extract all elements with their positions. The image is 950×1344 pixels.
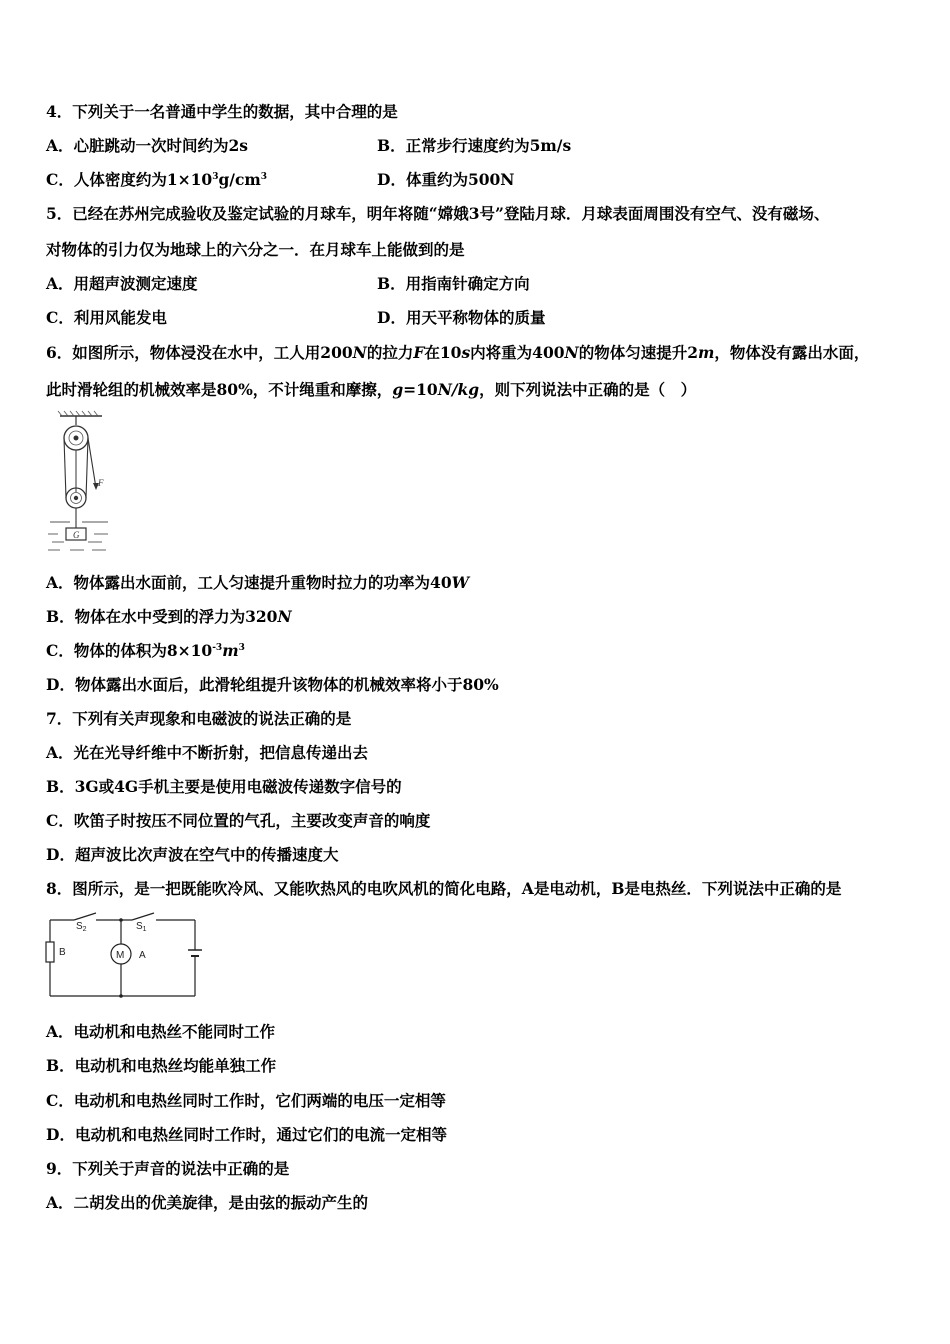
q4-option-d: D．体重约为500N	[377, 170, 515, 189]
q8-option-a: A．电动机和电热丝不能同时工作	[46, 1022, 276, 1041]
q7-option-a: A．光在光导纤维中不断折射，把信息传递出去	[46, 743, 369, 762]
q6-stem-line1: 6．如图所示，物体浸没在水中，工人用200N的拉力F在10s内将重为400N的物体匀速提升2m，物体没有露出水面，	[46, 343, 870, 362]
q6-option-a: A．物体露出水面前，工人匀速提升重物时拉力的功率为40W	[46, 573, 470, 592]
s1-label: $S_1$	[136, 921, 147, 933]
switch-s2	[74, 913, 96, 920]
q8-option-d: D．电动机和电热丝同时工作时，通过它们的电流一定相等	[46, 1125, 447, 1144]
q8-option-c: C．电动机和电热丝同时工作时，它们两端的电压一定相等	[46, 1091, 446, 1110]
s2-label: $S_2$	[76, 921, 87, 933]
a-label: A	[139, 950, 146, 961]
motor-label: M	[116, 950, 125, 961]
q4-option-b: B．正常步行速度约为5m/s	[377, 136, 572, 155]
circuit-figure	[40, 912, 205, 1002]
switch-s1	[132, 913, 154, 920]
q7-option-b: B．3G或4G手机主要是使用电磁波传递数字信号的	[46, 777, 402, 796]
q6-option-c: C．物体的体积为$8\times 10^{-3}m^3$	[46, 641, 245, 660]
q9-option-a: A．二胡发出的优美旋律，是由弦的振动产生的	[46, 1193, 369, 1212]
q7-stem: 7．下列有关声现象和电磁波的说法正确的是	[46, 709, 352, 728]
q5-option-a: A．用超声波测定速度	[46, 274, 198, 293]
force-label: F	[98, 478, 104, 488]
q6-option-b: B．物体在水中受到的浮力为320N	[46, 607, 292, 626]
q7-option-d: D．超声波比次声波在空气中的传播速度大	[46, 845, 339, 864]
q8-option-b: B．电动机和电热丝均能单独工作	[46, 1056, 277, 1075]
q5-option-d: D．用天平称物体的质量	[377, 308, 546, 327]
q8-stem: 8．图所示，是一把既能吹冷风、又能吹热风的电吹风机的简化电路，A是电动机，B是电热丝．下列说法中正确的是	[46, 879, 842, 898]
pulley-figure	[44, 410, 114, 558]
q4-option-a: A．心脏跳动一次时间约为2s	[46, 136, 249, 155]
object-label: G	[73, 530, 80, 540]
q6-stem-line2: 此时滑轮组的机械效率是80%，不计绳重和摩擦，g=10N/kg，则下列说法中正确的是（ ）	[46, 380, 697, 399]
q7-option-c: C．吹笛子时按压不同位置的气孔，主要改变声音的响度	[46, 811, 431, 830]
q5-stem-line2: 对物体的引力仅为地球上的六分之一．在月球车上能做到的是	[46, 240, 465, 259]
heater-b	[46, 942, 54, 962]
q5-stem-line1: 5．已经在苏州完成验收及鉴定试验的月球车，明年将随“嫦娥3号”登陆月球．月球表面周围没有空气、没有磁场、	[46, 204, 830, 223]
q9-stem: 9．下列关于声音的说法中正确的是	[46, 1159, 290, 1178]
b-label: B	[59, 947, 66, 958]
q4-option-c: C．人体密度约为$1\times 10^3g/cm^3$	[46, 170, 268, 189]
q6-option-d: D．物体露出水面后，此滑轮组提升该物体的机械效率将小于80%	[46, 675, 499, 694]
q5-option-b: B．用指南针确定方向	[377, 274, 530, 293]
q4-stem: 4．下列关于一名普通中学生的数据，其中合理的是	[46, 102, 398, 121]
q5-option-c: C．利用风能发电	[46, 308, 167, 327]
